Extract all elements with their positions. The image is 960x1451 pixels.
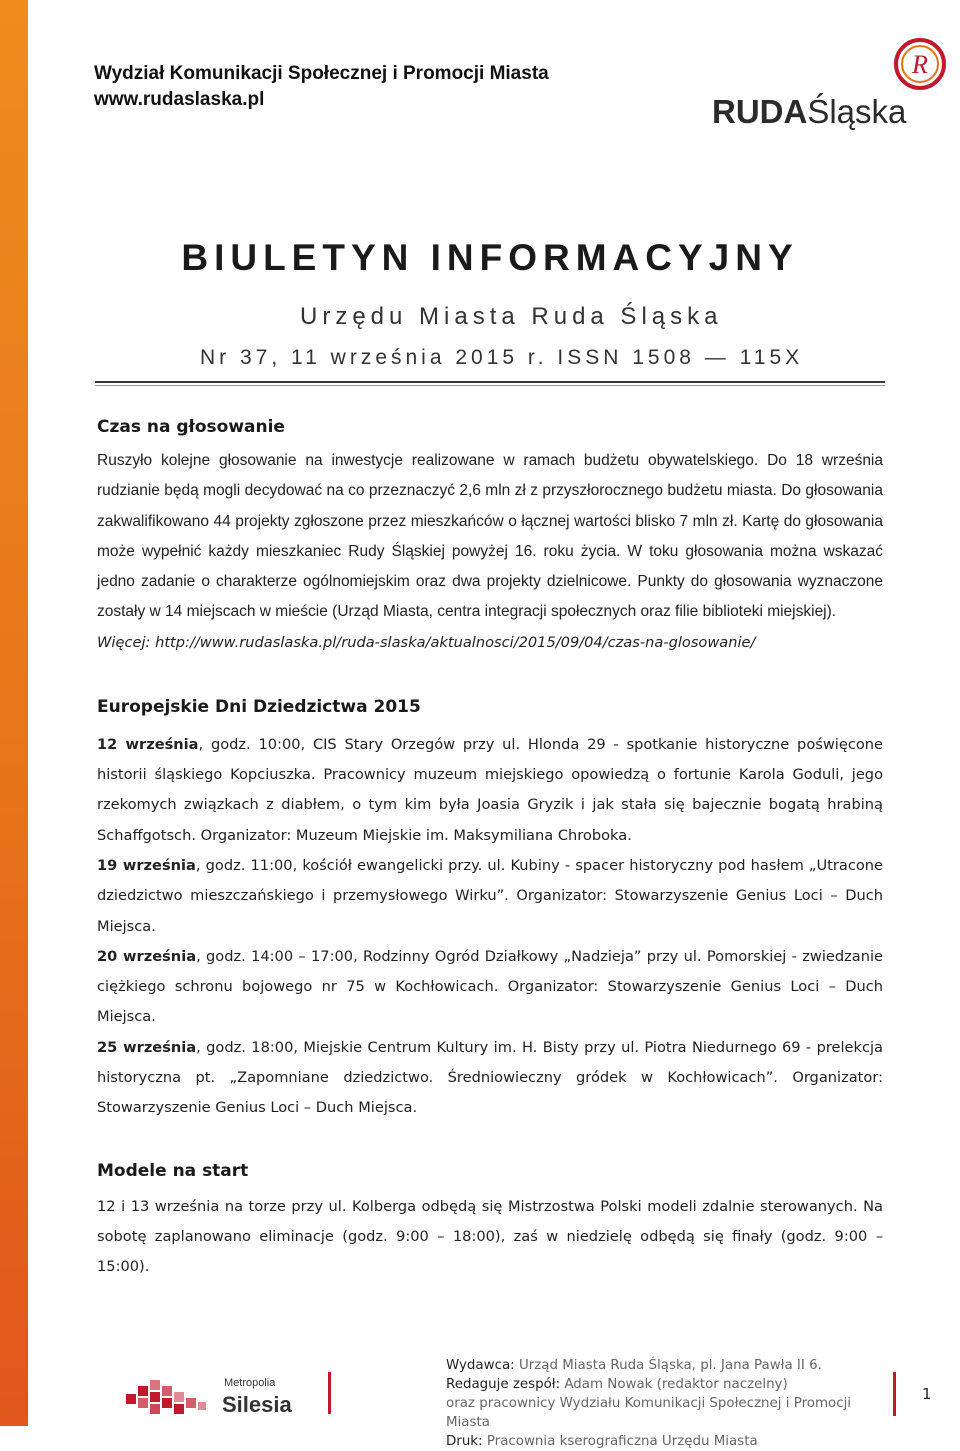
event-date: 25 września [97,1038,197,1056]
metropolia-label: Metropolia [224,1377,276,1389]
bulletin-title: BIULETYN INFORMACYJNY [181,237,799,278]
logo-bold-text: RUDA [712,93,808,130]
editorial-value: Adam Nowak (redaktor naczelny) [564,1377,788,1392]
event-date: 12 września [97,735,199,753]
silesia-label: Silesia [222,1392,292,1417]
models-paragraph: 12 i 13 września na torze przy ul. Kolberga odbędą się Mistrzostwa Polski modeli zdalnie sterowanych. Na sobotę zaplanowano eliminacje (godz. 9:00 – 18:00), zaś w niedzielę odbędą się finały (godz. 9:00 – 15:00). [97,1197,883,1276]
footer-info [446,1356,886,1451]
editorial-extra: oraz pracownicy Wydziału Komunikacji Społecznej i Promocji Miasta [446,1396,852,1430]
section-heading-voting: Czas na głosowanie [97,417,285,437]
event-text: , godz. 10:00, CIS Stary Orzegów przy ul. Hlonda 29 - spotkanie historyczne poświęcone historii śląskiego Kopciuszka. Pracownicy muzeum miejskiego opowiedzą o fortunie Karola Goduli, jego rzekomych związkach z diabłem, o tym kim była Joasia Gryzik i jak stała się bajecznie bogatą hrabiną Schaffgotsch. Organizator: Muzeum Miejskie im. Maksymiliana Chroboka. [97,735,884,844]
logo-regular-text: Śląska [807,93,907,130]
section-heading-models: Modele na start [97,1160,249,1181]
heritage-event [97,730,883,851]
department-name: Wydział Komunikacji Społecznej i Promocji Miasta [94,63,549,84]
ruda-slaska-logo [712,38,932,134]
editorial-label: Redaguje zespół: [446,1377,561,1392]
print-line [446,1432,886,1451]
page-number: 1 [922,1385,932,1403]
ruda-emblem-icon [894,38,946,90]
event-date: 20 września [97,947,197,965]
event-date: 19 września [97,856,196,874]
publisher-line [446,1356,886,1375]
print-label: Druk: [446,1434,483,1449]
event-text: , godz. 11:00, kościół ewangelicki przy. ul. Kubiny - spacer historyczny pod hasłem „Utracone dziedzictwo mieszczańskiego i przemysłowego Wirku”. Organizator: Stowarzyszenie Genius Loci – Duch Miejsca. [97,856,883,935]
heritage-events [97,730,883,1124]
title-divider-thin [95,385,885,386]
heritage-event [97,1033,883,1124]
heritage-event [97,851,883,942]
editorial-line [446,1375,886,1394]
voting-more-link[interactable]: Więcej: http://www.rudaslaska.pl/ruda-slaska/aktualnosci/2015/09/04/czas-na-glosowanie/ [97,633,756,651]
print-value: Pracownia kserograficzna Urzędu Miasta [486,1434,758,1449]
article-content [97,414,883,1283]
emblem-letter: R [912,50,928,79]
event-text: , godz. 18:00, Miejskie Centrum Kultury im. H. Bisty przy ul. Piotra Niedurnego 69 - prelekcja historyczna pt. „Zapomniane dziedzictwo. Średniowieczny gródek w Kochłowicach”. Organizator: Stowarzyszenie Genius Loci – Duch Miejsca. [97,1038,883,1117]
footer-separator [893,1372,896,1416]
heritage-event [97,942,883,1033]
silesia-mark-icon [126,1380,206,1414]
title-divider [95,381,885,383]
event-text: , godz. 14:00 – 17:00, Rodzinny Ogród Działkowy „Nadzieja” przy ul. Pomorskiej - zwiedzanie ciężkiego schronu bojowego nr 75 w Kochłowicach. Organizator: Stowarzyszenie Genius Loci – Duch Miejsca. [97,947,884,1026]
metropolia-silesia-logo [126,1372,346,1422]
publisher-value: Urząd Miasta Ruda Śląska, pl. Jana Pawła II 6. [518,1358,822,1373]
voting-paragraph: Ruszyło kolejne głosowanie na inwestycje realizowane w ramach budżetu obywatelskiego. Do 18 września rudzianie będą mogli decydować na co przeznaczyć 2,6 mln zł z przyszłorocznego budżetu miasta. Do głosowania zakwalifikowano 44 projekty zgłoszone przez mieszkańców o łącznej wartości blisko 7 mln zł. Kartę do głosowania może wypełnić każdy mieszkaniec Rudy Śląskiej powyżej 16. roku życia. W toku głosowania można wskazać jedno zadanie o charakterze ogólnomiejskim oraz dwa projekty dzielnicowe. Punkty do głosowania wyznaczone zostały w 14 miejscach w mieście (Urząd Miasta, centra integracji społecznych oraz filie biblioteki miejskiej). [97,452,883,621]
footer-divider [328,1372,331,1414]
bulletin-subtitle: Urzędu Miasta Ruda Śląska [300,303,723,330]
orange-sidebar-bar [0,0,28,1426]
publisher-label: Wydawca: [446,1358,515,1373]
logo-wordmark [712,94,906,130]
section-heading-heritage: Europejskie Dni Dziedzictwa 2015 [97,696,421,717]
website-url[interactable]: www.rudaslaska.pl [94,89,265,110]
issue-number: Nr 37, 11 września 2015 r. ISSN 1508 — 115X [200,346,804,369]
